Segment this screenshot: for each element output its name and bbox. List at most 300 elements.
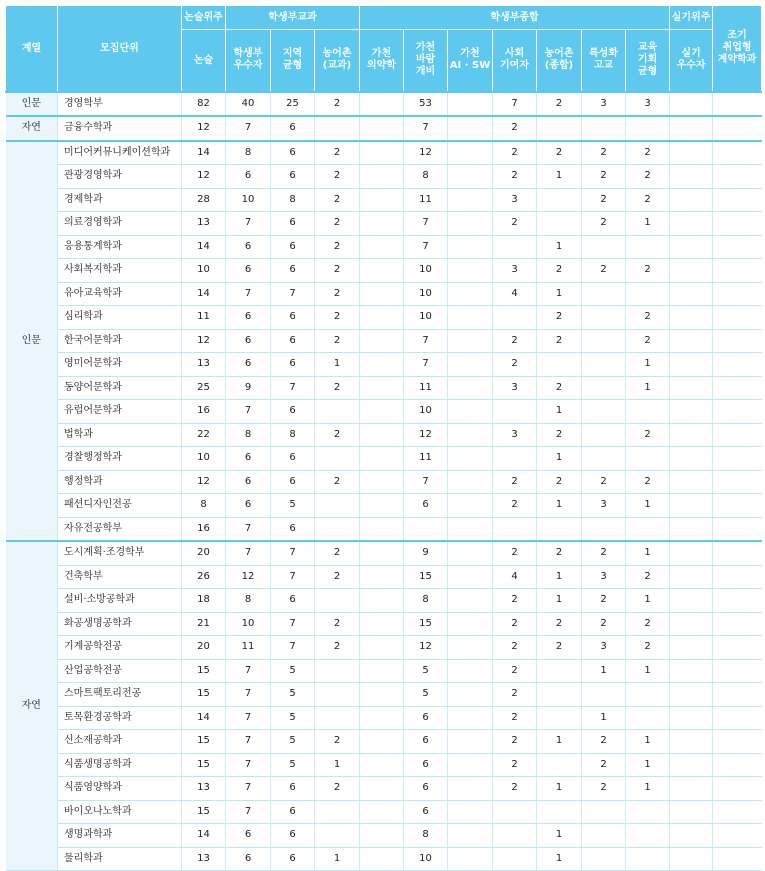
unit-name: 유럽어문학과 <box>58 400 182 424</box>
quota-cell: 21 <box>182 612 226 636</box>
quota-cell: 6 <box>226 824 271 848</box>
unit-name: 산업공학전공 <box>58 659 182 683</box>
quota-cell: 1 <box>537 400 582 424</box>
quota-cell: 2 <box>582 753 626 777</box>
quota-cell <box>360 706 404 730</box>
quota-cell <box>713 847 762 871</box>
quota-cell: 2 <box>582 730 626 754</box>
quota-cell <box>360 259 404 283</box>
quota-cell: 2 <box>315 376 360 400</box>
quota-cell: 2 <box>315 470 360 494</box>
quota-cell: 1 <box>537 824 582 848</box>
quota-cell <box>315 800 360 824</box>
quota-cell: 2 <box>315 423 360 447</box>
quota-cell: 25 <box>271 92 315 117</box>
quota-cell <box>537 188 582 212</box>
header-col-essay: 논술 <box>182 30 226 92</box>
quota-cell: 15 <box>404 612 448 636</box>
unit-name: 생명과학과 <box>58 824 182 848</box>
quota-cell <box>315 824 360 848</box>
quota-cell <box>360 400 404 424</box>
quota-cell <box>360 447 404 471</box>
quota-cell: 1 <box>315 353 360 377</box>
quota-cell: 4 <box>493 565 537 589</box>
quota-cell <box>360 636 404 660</box>
quota-cell <box>713 730 762 754</box>
quota-cell: 18 <box>182 589 226 613</box>
quota-cell: 4 <box>493 282 537 306</box>
quota-cell: 2 <box>315 730 360 754</box>
quota-cell: 12 <box>404 423 448 447</box>
table-row <box>6 683 762 707</box>
quota-cell <box>448 847 493 871</box>
quota-cell: 2 <box>626 188 670 212</box>
quota-cell <box>493 400 537 424</box>
quota-cell <box>315 116 360 141</box>
quota-cell <box>626 800 670 824</box>
quota-cell: 12 <box>404 636 448 660</box>
quota-cell <box>713 188 762 212</box>
quota-cell: 2 <box>315 329 360 353</box>
quota-cell <box>626 235 670 259</box>
quota-cell: 2 <box>493 659 537 683</box>
quota-cell <box>713 353 762 377</box>
quota-cell: 15 <box>404 565 448 589</box>
quota-cell <box>626 824 670 848</box>
quota-cell: 7 <box>404 329 448 353</box>
quota-cell: 1 <box>626 589 670 613</box>
quota-cell <box>582 282 626 306</box>
quota-cell: 7 <box>226 116 271 141</box>
table-row <box>6 753 762 777</box>
quota-cell <box>448 541 493 565</box>
quota-cell: 6 <box>271 470 315 494</box>
quota-cell <box>360 847 404 871</box>
quota-cell: 11 <box>404 376 448 400</box>
header-col-s-rural: 농어촌 (교과) <box>315 30 360 92</box>
quota-cell: 12 <box>182 116 226 141</box>
quota-cell <box>315 400 360 424</box>
quota-cell: 8 <box>404 589 448 613</box>
quota-cell: 5 <box>271 753 315 777</box>
quota-cell: 10 <box>226 612 271 636</box>
quota-cell: 2 <box>582 212 626 236</box>
quota-cell <box>582 376 626 400</box>
quota-cell: 1 <box>537 847 582 871</box>
quota-cell: 6 <box>271 777 315 801</box>
quota-cell: 6 <box>271 847 315 871</box>
quota-cell <box>582 800 626 824</box>
quota-cell <box>493 847 537 871</box>
quota-cell: 5 <box>271 683 315 707</box>
quota-cell <box>360 329 404 353</box>
table-row <box>6 447 762 471</box>
quota-cell: 2 <box>537 306 582 330</box>
quota-cell: 6 <box>271 517 315 541</box>
quota-cell <box>582 306 626 330</box>
quota-cell: 1 <box>626 494 670 518</box>
table-row <box>6 589 762 613</box>
quota-cell <box>448 329 493 353</box>
quota-cell <box>493 447 537 471</box>
quota-cell <box>360 235 404 259</box>
quota-cell: 1 <box>315 753 360 777</box>
header-col-s-excellent: 학생부 우수자 <box>226 30 271 92</box>
quota-cell <box>448 165 493 189</box>
quota-cell <box>670 612 713 636</box>
header-unit: 모집단위 <box>58 6 182 92</box>
quota-cell <box>582 116 626 141</box>
quota-cell <box>360 659 404 683</box>
quota-cell: 2 <box>493 730 537 754</box>
quota-cell: 1 <box>626 353 670 377</box>
quota-cell <box>360 376 404 400</box>
quota-cell: 7 <box>226 400 271 424</box>
quota-cell <box>360 423 404 447</box>
quota-cell <box>448 517 493 541</box>
quota-cell <box>670 777 713 801</box>
quota-cell: 1 <box>626 659 670 683</box>
quota-cell: 2 <box>315 92 360 117</box>
quota-cell: 2 <box>537 636 582 660</box>
quota-cell: 6 <box>271 116 315 141</box>
table-row <box>6 141 762 165</box>
unit-name: 관광경영학과 <box>58 165 182 189</box>
quota-cell: 26 <box>182 565 226 589</box>
quota-cell <box>713 777 762 801</box>
quota-cell: 2 <box>493 329 537 353</box>
quota-cell: 2 <box>493 589 537 613</box>
quota-cell: 2 <box>493 612 537 636</box>
quota-cell <box>582 329 626 353</box>
quota-cell <box>582 423 626 447</box>
quota-cell: 2 <box>537 470 582 494</box>
quota-cell: 12 <box>182 470 226 494</box>
quota-cell: 2 <box>493 706 537 730</box>
quota-cell <box>670 306 713 330</box>
quota-cell <box>670 188 713 212</box>
quota-cell <box>626 847 670 871</box>
quota-cell: 13 <box>182 353 226 377</box>
quota-cell <box>670 141 713 165</box>
quota-cell: 5 <box>271 494 315 518</box>
quota-cell: 6 <box>271 235 315 259</box>
unit-name: 법학과 <box>58 423 182 447</box>
quota-cell: 2 <box>493 470 537 494</box>
quota-cell: 14 <box>182 141 226 165</box>
quota-cell: 6 <box>271 589 315 613</box>
quota-cell: 2 <box>315 235 360 259</box>
quota-cell <box>582 447 626 471</box>
unit-name: 토목환경공학과 <box>58 706 182 730</box>
quota-cell: 2 <box>493 165 537 189</box>
group-label: 인문 <box>6 92 58 117</box>
quota-cell <box>713 706 762 730</box>
unit-name: 사회복지학과 <box>58 259 182 283</box>
quota-cell: 6 <box>271 329 315 353</box>
quota-cell: 2 <box>626 329 670 353</box>
quota-cell: 7 <box>271 565 315 589</box>
unit-name: 의료경영학과 <box>58 212 182 236</box>
quota-cell <box>448 447 493 471</box>
quota-cell <box>670 517 713 541</box>
quota-cell <box>315 447 360 471</box>
quota-cell <box>582 235 626 259</box>
quota-cell <box>670 565 713 589</box>
quota-cell <box>670 282 713 306</box>
header-col-c-social: 사회 기여자 <box>493 30 537 92</box>
group-label: 자연 <box>6 541 58 871</box>
quota-cell: 1 <box>626 376 670 400</box>
quota-cell: 2 <box>315 141 360 165</box>
quota-cell <box>360 494 404 518</box>
quota-cell: 7 <box>271 541 315 565</box>
quota-cell: 1 <box>582 659 626 683</box>
quota-cell <box>448 423 493 447</box>
quota-cell: 12 <box>226 565 271 589</box>
table-row <box>6 329 762 353</box>
quota-cell: 82 <box>182 92 226 117</box>
quota-cell: 2 <box>626 636 670 660</box>
quota-cell: 6 <box>404 800 448 824</box>
quota-cell <box>626 116 670 141</box>
quota-cell: 7 <box>271 282 315 306</box>
table-row <box>6 517 762 541</box>
quota-cell <box>360 470 404 494</box>
quota-cell: 13 <box>182 212 226 236</box>
quota-cell: 2 <box>493 777 537 801</box>
unit-name: 심리학과 <box>58 306 182 330</box>
unit-name: 경영학부 <box>58 92 182 117</box>
quota-cell <box>713 423 762 447</box>
quota-cell <box>670 800 713 824</box>
table-row <box>6 306 762 330</box>
quota-cell: 7 <box>226 282 271 306</box>
quota-cell <box>448 400 493 424</box>
quota-cell: 2 <box>315 212 360 236</box>
group-label: 인문 <box>6 141 58 542</box>
quota-cell: 2 <box>626 423 670 447</box>
unit-name: 스마트팩토리전공 <box>58 683 182 707</box>
quota-cell: 5 <box>404 683 448 707</box>
quota-cell <box>670 353 713 377</box>
quota-cell <box>537 800 582 824</box>
quota-cell: 10 <box>404 306 448 330</box>
header-group-practical: 실기위주 <box>670 6 713 30</box>
quota-cell: 1 <box>626 777 670 801</box>
quota-cell <box>670 447 713 471</box>
table-row <box>6 541 762 565</box>
quota-cell: 5 <box>271 706 315 730</box>
quota-cell: 6 <box>226 329 271 353</box>
quota-cell: 16 <box>182 400 226 424</box>
quota-cell: 2 <box>537 141 582 165</box>
quota-cell <box>448 353 493 377</box>
quota-cell: 8 <box>271 188 315 212</box>
quota-cell: 7 <box>404 235 448 259</box>
quota-cell <box>360 353 404 377</box>
unit-name: 행정학과 <box>58 470 182 494</box>
quota-cell: 2 <box>315 541 360 565</box>
unit-name: 기계공학전공 <box>58 636 182 660</box>
quota-cell <box>360 800 404 824</box>
quota-cell <box>713 470 762 494</box>
quota-cell <box>448 565 493 589</box>
quota-cell <box>582 353 626 377</box>
unit-name: 설비·소방공학과 <box>58 589 182 613</box>
quota-cell <box>448 824 493 848</box>
quota-cell: 2 <box>493 541 537 565</box>
quota-cell <box>713 517 762 541</box>
quota-cell: 20 <box>182 541 226 565</box>
quota-cell: 3 <box>493 259 537 283</box>
quota-cell: 3 <box>582 494 626 518</box>
quota-cell <box>582 824 626 848</box>
quota-cell: 5 <box>271 659 315 683</box>
header-gyeyeol: 계열 <box>6 6 58 92</box>
table-row <box>6 259 762 283</box>
unit-name: 영미어문학과 <box>58 353 182 377</box>
quota-cell: 10 <box>404 282 448 306</box>
header-col-p-excellent: 실기 우수자 <box>670 30 713 92</box>
quota-cell: 2 <box>582 589 626 613</box>
quota-cell <box>537 212 582 236</box>
unit-name: 한국어문학과 <box>58 329 182 353</box>
quota-cell <box>626 517 670 541</box>
quota-cell <box>448 259 493 283</box>
quota-cell <box>537 683 582 707</box>
unit-name: 응용통계학과 <box>58 235 182 259</box>
quota-cell: 1 <box>537 565 582 589</box>
quota-cell: 6 <box>404 730 448 754</box>
quota-cell: 5 <box>271 730 315 754</box>
quota-cell: 2 <box>315 306 360 330</box>
quota-cell: 12 <box>182 165 226 189</box>
quota-cell: 6 <box>226 470 271 494</box>
table-row <box>6 353 762 377</box>
quota-cell: 7 <box>226 800 271 824</box>
quota-cell <box>670 470 713 494</box>
quota-cell <box>448 706 493 730</box>
quota-cell: 1 <box>537 447 582 471</box>
quota-cell: 10 <box>404 847 448 871</box>
quota-cell: 14 <box>182 235 226 259</box>
quota-cell <box>582 683 626 707</box>
quota-cell <box>360 282 404 306</box>
quota-cell: 28 <box>182 188 226 212</box>
quota-cell <box>670 636 713 660</box>
quota-cell <box>315 494 360 518</box>
quota-cell <box>448 612 493 636</box>
quota-cell: 22 <box>182 423 226 447</box>
admission-table-container <box>5 5 761 871</box>
quota-cell: 7 <box>271 636 315 660</box>
quota-cell <box>493 306 537 330</box>
quota-cell <box>448 730 493 754</box>
quota-cell <box>315 589 360 613</box>
quota-cell: 40 <box>226 92 271 117</box>
quota-cell: 6 <box>404 753 448 777</box>
quota-cell <box>626 447 670 471</box>
quota-cell: 8 <box>404 824 448 848</box>
unit-name: 화공생명공학과 <box>58 612 182 636</box>
unit-name: 도시계획·조경학부 <box>58 541 182 565</box>
quota-cell <box>670 494 713 518</box>
quota-cell <box>360 306 404 330</box>
quota-cell <box>448 188 493 212</box>
quota-cell: 10 <box>182 447 226 471</box>
quota-cell: 9 <box>404 541 448 565</box>
quota-cell <box>448 494 493 518</box>
quota-cell: 11 <box>182 306 226 330</box>
quota-cell <box>360 824 404 848</box>
quota-cell: 2 <box>493 116 537 141</box>
header-group-subject: 학생부교과 <box>226 6 360 30</box>
quota-cell <box>448 92 493 117</box>
quota-cell: 10 <box>226 188 271 212</box>
unit-name: 경제학과 <box>58 188 182 212</box>
table-row <box>6 212 762 236</box>
quota-cell <box>448 800 493 824</box>
quota-cell: 2 <box>626 306 670 330</box>
quota-cell <box>360 612 404 636</box>
quota-cell <box>670 376 713 400</box>
unit-name: 바이오나노학과 <box>58 800 182 824</box>
quota-cell: 2 <box>493 636 537 660</box>
quota-cell: 2 <box>582 188 626 212</box>
quota-cell <box>713 541 762 565</box>
table-row <box>6 92 762 117</box>
table-row <box>6 165 762 189</box>
quota-cell: 10 <box>404 400 448 424</box>
quota-cell: 7 <box>226 683 271 707</box>
quota-cell <box>670 235 713 259</box>
quota-cell <box>670 400 713 424</box>
quota-cell <box>360 517 404 541</box>
unit-name: 건축학부 <box>58 565 182 589</box>
quota-cell: 7 <box>226 541 271 565</box>
header-col-s-regional: 지역 균형 <box>271 30 315 92</box>
quota-cell: 7 <box>404 116 448 141</box>
quota-cell: 6 <box>226 235 271 259</box>
table-row <box>6 777 762 801</box>
quota-cell: 11 <box>404 447 448 471</box>
quota-cell: 2 <box>315 282 360 306</box>
quota-cell <box>448 376 493 400</box>
quota-cell: 7 <box>271 376 315 400</box>
table-body <box>6 92 762 871</box>
quota-cell: 13 <box>182 847 226 871</box>
quota-cell: 7 <box>226 730 271 754</box>
quota-cell: 8 <box>226 423 271 447</box>
quota-cell <box>713 800 762 824</box>
quota-cell: 6 <box>226 447 271 471</box>
quota-cell <box>713 235 762 259</box>
quota-cell <box>713 589 762 613</box>
quota-cell <box>448 659 493 683</box>
quota-cell: 6 <box>271 141 315 165</box>
quota-cell: 7 <box>226 212 271 236</box>
quota-cell <box>582 400 626 424</box>
unit-name: 동양어문학과 <box>58 376 182 400</box>
admission-quota-table <box>5 5 762 871</box>
quota-cell <box>670 847 713 871</box>
quota-cell <box>670 259 713 283</box>
quota-cell: 1 <box>537 235 582 259</box>
quota-cell <box>360 116 404 141</box>
table-row <box>6 659 762 683</box>
quota-cell <box>360 753 404 777</box>
